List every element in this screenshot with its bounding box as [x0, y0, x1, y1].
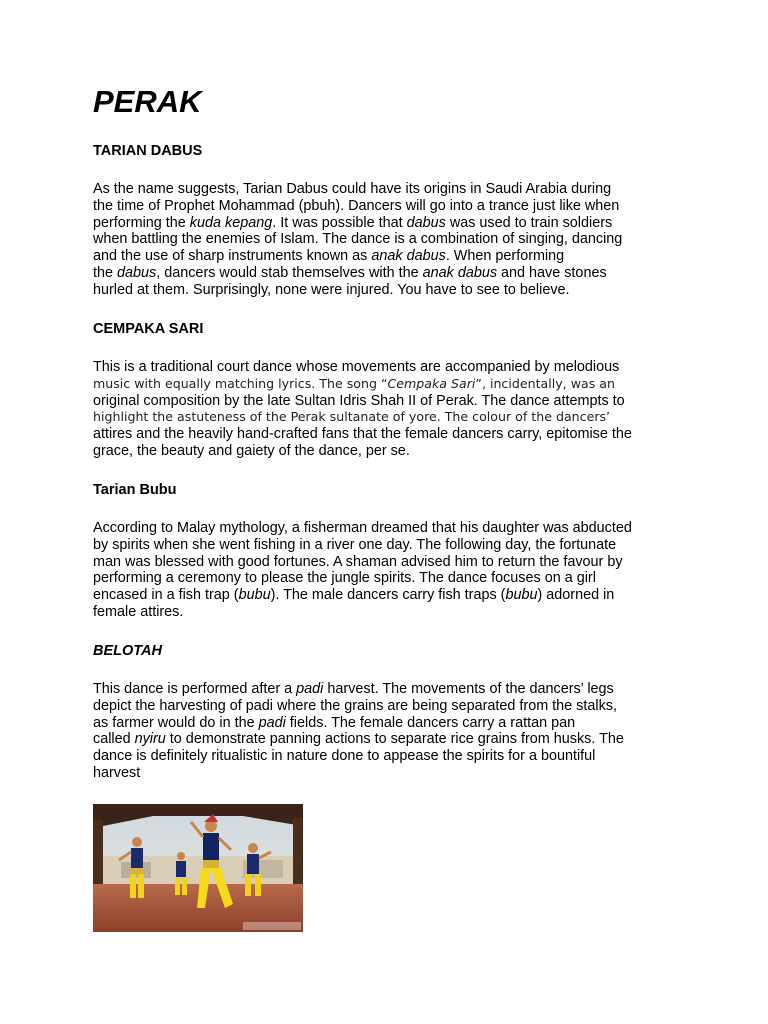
- paragraph-line: [93, 698, 693, 715]
- paragraph-line: [93, 215, 693, 232]
- italic-term: anak dabus: [422, 264, 498, 281]
- italic-term: padi: [296, 681, 324, 697]
- text-run: , dancers would stab themselves with the: [156, 264, 423, 281]
- text-run: hurled at them. Surprisingly, none were injured. You have to see to believe.: [93, 281, 570, 298]
- text-run: . When performing: [445, 248, 565, 265]
- section-body-tarian-dabus: [93, 181, 693, 299]
- text-run: fields. The female dancers carry a rattan pan: [285, 714, 576, 731]
- text-run: As the name suggests, Tarian Dabus could have its origins in Saudi Arabia during: [93, 181, 612, 197]
- text-run: performing a ceremony to please the jungle spirits. The dance focuses on a girl: [93, 570, 596, 587]
- section-heading-tarian-bubu: Tarian Bubu: [93, 482, 177, 498]
- text-run: ). The male dancers carry fish traps (: [270, 587, 506, 604]
- italic-term: dabus: [117, 264, 157, 281]
- paragraph-line: [93, 570, 693, 587]
- section-heading-tarian-dabus: TARIAN DABUS: [93, 143, 203, 159]
- text-run: original composition by the late Sultan Idris Shah II of Perak. The dance attempts to: [93, 392, 625, 409]
- text-run: encased in a fish trap (: [93, 587, 239, 604]
- paragraph-line: [93, 731, 693, 748]
- text-run: called: [93, 731, 135, 748]
- section-heading-cempaka-sari: CEMPAKA SARI: [93, 321, 204, 337]
- italic-term: dabus: [406, 214, 446, 231]
- text-run: to demonstrate panning actions to separate rice grains from husks. The: [165, 731, 624, 748]
- text-run: dance is definitely ritualistic in nature done to appease the spirits for a bountiful: [93, 748, 596, 765]
- text-run: This is a traditional court dance whose movements are accompanied by melodious: [93, 359, 620, 375]
- text-run: harvest. The movements of the dancers’ legs: [323, 681, 614, 697]
- text-run: was used to train soldiers: [445, 214, 613, 231]
- paragraph-line: [93, 426, 693, 443]
- paragraph-line: [93, 554, 693, 571]
- paragraph-line: [93, 181, 693, 198]
- paragraph-line: [93, 393, 693, 410]
- paragraph-line: [93, 681, 693, 698]
- paragraph-line: [93, 765, 693, 782]
- text-run: performing the: [93, 214, 190, 231]
- italic-term: nyiru: [134, 731, 166, 748]
- section-heading-belotah: BELOTAH: [93, 643, 163, 659]
- text-run: ”, incidentally, was an: [475, 375, 615, 391]
- text-run: highlight the astuteness of the Perak sultanate of yore. The colour of the dancers’: [93, 409, 611, 425]
- paragraph-line: [93, 282, 693, 299]
- text-run: by spirits when she went fishing in a river one day. The following day, the fortunate: [93, 536, 617, 553]
- text-run: ) adorned in: [537, 587, 615, 604]
- dance-photo: [93, 804, 303, 932]
- text-run: music with equally matching lyrics. The song “: [93, 375, 388, 391]
- paragraph-line: [93, 748, 693, 765]
- text-run: . It was possible that: [272, 214, 407, 231]
- text-run: when battling the enemies of Islam. The dance is a combination of singing, dancing: [93, 231, 623, 248]
- paragraph-line: [93, 604, 693, 621]
- section-body-belotah: [93, 681, 693, 782]
- text-run: and have stones: [497, 264, 607, 281]
- italic-term: kuda kepang: [189, 214, 273, 231]
- section-body-cempaka-sari: [93, 359, 693, 460]
- page-title: PERAK: [93, 84, 202, 119]
- paragraph-line: [93, 443, 693, 460]
- text-run: attires and the heavily hand-crafted fans that the female dancers carry, epitomise the: [93, 426, 632, 443]
- italic-term: bubu: [505, 587, 538, 604]
- text-run: harvest: [93, 764, 141, 781]
- paragraph-line: [93, 359, 693, 376]
- italic-term: Cempaka Sari: [387, 375, 476, 391]
- text-run: and the use of sharp instruments known as: [93, 248, 372, 265]
- italic-term: padi: [258, 714, 286, 731]
- paragraph-line: [93, 587, 693, 604]
- paragraph-line: [93, 198, 693, 215]
- section-body-tarian-bubu: [93, 520, 693, 621]
- paragraph-line: [93, 537, 693, 554]
- italic-term: anak dabus: [371, 248, 446, 265]
- text-run: grace, the beauty and gaiety of the dance, per se.: [93, 442, 410, 459]
- paragraph-line: [93, 231, 693, 248]
- paragraph-line: [93, 715, 693, 732]
- paragraph-line: [93, 265, 693, 282]
- text-run: as farmer would do in the: [93, 714, 259, 731]
- text-run: man was blessed with good fortunes. A shaman advised him to return the favour by: [93, 553, 623, 570]
- paragraph-line: [93, 409, 693, 426]
- paragraph-line: [93, 248, 693, 265]
- italic-term: bubu: [238, 587, 271, 604]
- text-run: According to Malay mythology, a fisherman dreamed that his daughter was abducted: [93, 520, 632, 536]
- text-run: female attires.: [93, 603, 184, 620]
- text-run: This dance is performed after a: [93, 681, 297, 697]
- text-run: the: [93, 264, 118, 281]
- text-run: depict the harvesting of padi where the grains are being separated from the stalks,: [93, 697, 617, 714]
- text-run: the time of Prophet Mohammad (pbuh). Dancers will go into a trance just like when: [93, 197, 620, 214]
- paragraph-line: [93, 376, 693, 393]
- paragraph-line: [93, 520, 693, 537]
